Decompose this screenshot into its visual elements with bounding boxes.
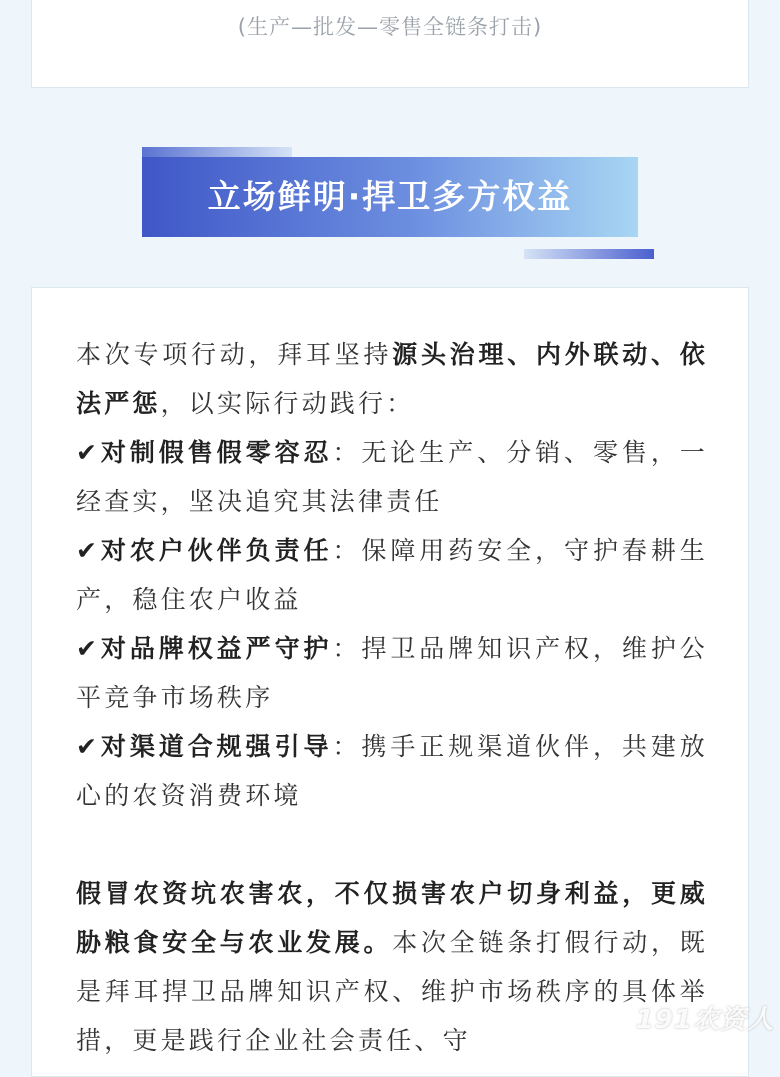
list-item [76, 624, 708, 722]
check-icon: ✔ [76, 536, 101, 565]
list-item-title: 对制假售假零容忍 [100, 438, 333, 467]
check-icon: ✔ [76, 732, 101, 761]
intro-emphasis: 源头治理、内外联动、依法严惩 [76, 340, 709, 418]
list-item-title: 对品牌权益严守护 [100, 634, 333, 663]
paragraph-gap [76, 820, 708, 869]
list-item-title: 对渠道合规强引导 [100, 732, 333, 761]
banner-accent-top [142, 147, 292, 157]
list-item [76, 722, 708, 820]
content-card [31, 287, 749, 1077]
closing-emphasis: 假冒农资坑农害农，不仅损害农户切身利益，更威胁粮食安全与农业发展。 [76, 879, 708, 957]
closing-text: 本次全链条打假行动，既是拜耳捍卫品牌知识产权、维护市场秩序的具体举措，更是践行企业社会责任、守 [76, 928, 709, 1055]
closing-paragraph [76, 869, 708, 1065]
list-item-desc: ：保障用药安全，守护春耕生产，稳住农户收益 [76, 536, 708, 614]
intro-text-2: ，以实际行动践行： [160, 389, 415, 418]
check-icon: ✔ [76, 634, 101, 663]
check-icon: ✔ [76, 438, 101, 467]
list-item-desc: ：携手正规渠道伙伴，共建放心的农资消费环境 [76, 732, 708, 810]
list-item [76, 526, 708, 624]
section-banner [142, 147, 654, 259]
banner-body [142, 157, 638, 237]
article-body [76, 330, 708, 1065]
top-card-subtitle: (生产—批发—零售全链条打击) [237, 15, 543, 39]
banner-accent-bottom [524, 249, 654, 259]
intro-text-1: 本次专项行动，拜耳坚持 [76, 340, 393, 369]
section-title: 立场鲜明·捍卫多方权益 [207, 177, 573, 216]
top-card [31, 0, 749, 88]
list-item-desc: ：无论生产、分销、零售，一经查实，坚决追究其法律责任 [76, 438, 708, 516]
list-item-title: 对农户伙伴负责任 [100, 536, 333, 565]
list-item-desc: ：捍卫品牌知识产权，维护公平竞争市场秩序 [76, 634, 708, 712]
list-item [76, 428, 708, 526]
watermark-logo: 191农资人 [635, 1005, 774, 1035]
intro-paragraph [76, 330, 708, 428]
